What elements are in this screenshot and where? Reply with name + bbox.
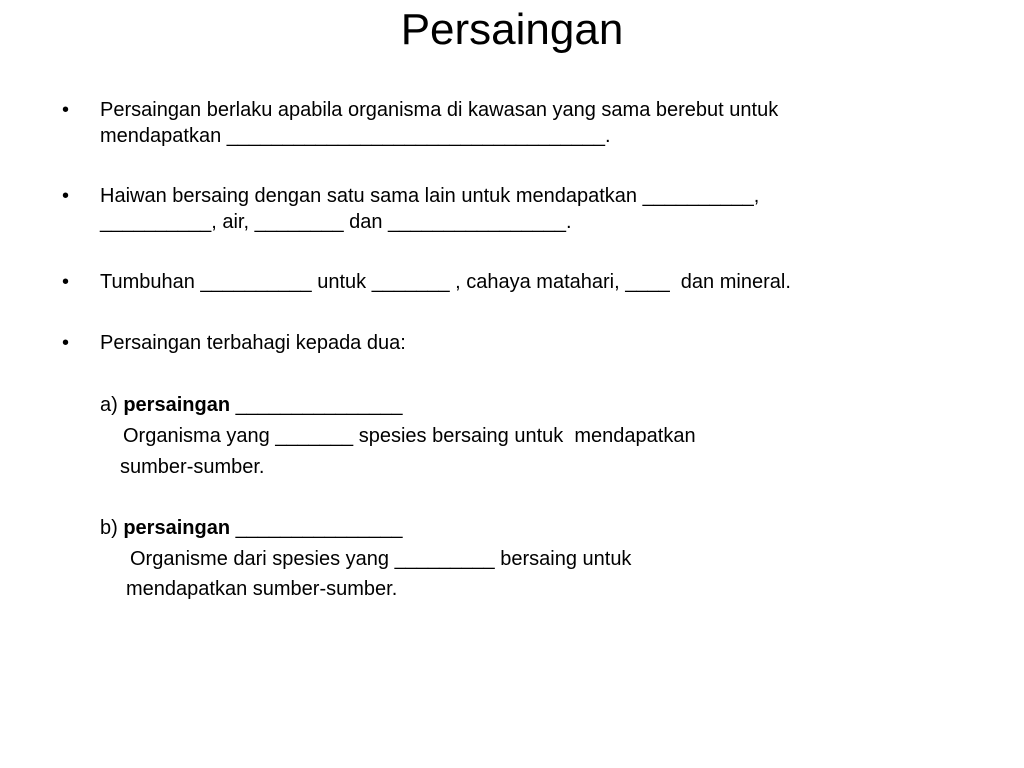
bullet-marker: • [62,99,70,121]
part-b-prefix: b) [100,517,124,539]
part-b-term: persaingan [123,517,231,539]
part-b-heading [100,516,402,541]
part-a-description-line-2: sumber-sumber. [120,456,265,478]
bullet-4-line-1: Persaingan terbahagi kepada dua: [100,332,406,354]
part-b-blank: _______________ [230,517,403,539]
part-a-heading [100,393,402,418]
bullet-1-line-2: mendapatkan __________________________________. [100,125,611,147]
slide-title: Persaingan [400,5,624,54]
part-a-prefix: a) [100,394,124,416]
bullet-2-line-1: Haiwan bersaing dengan satu sama lain untuk mendapatkan __________, [100,185,760,207]
part-b-description-line-1: Organisme dari spesies yang _________ bersaing untuk [130,548,632,570]
part-a-description-line-1: Organisma yang _______ spesies bersaing untuk mendapatkan [123,425,696,447]
bullet-marker: • [62,332,70,354]
part-a-term: persaingan [123,394,231,416]
bullet-1-line-1: Persaingan berlaku apabila organisma di kawasan yang sama berebut untuk [100,99,779,121]
bullet-marker: • [62,271,70,293]
bullet-3-line-1: Tumbuhan __________ untuk _______ , cahaya matahari, ____ dan mineral. [100,271,791,293]
part-b-description-line-2: mendapatkan sumber-sumber. [126,578,398,600]
bullet-2-line-2: __________, air, ________ dan ________________. [100,211,572,233]
bullet-marker: • [62,185,70,207]
part-a-blank: _______________ [230,394,403,416]
